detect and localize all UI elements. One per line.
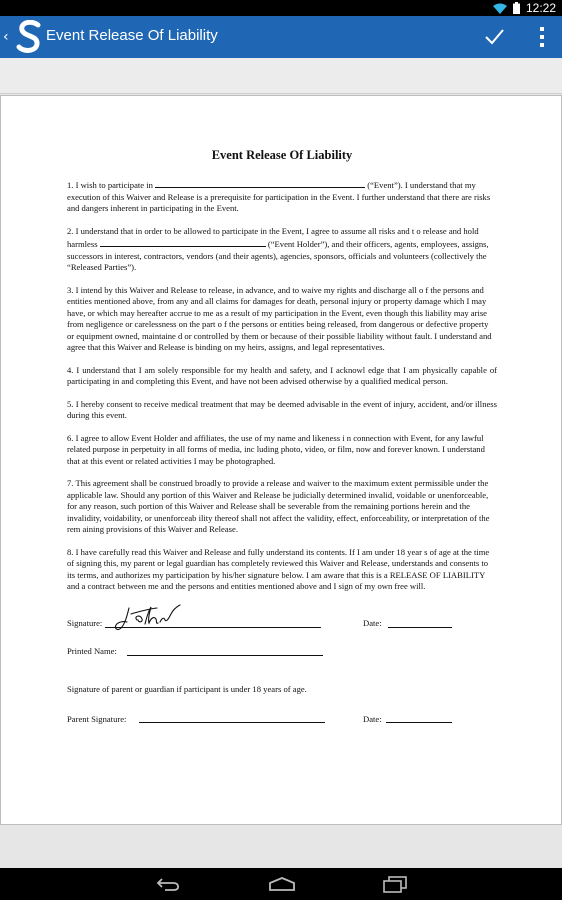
paragraph-2-start: 2. I understand that in order to be allowed to participate in the Event, I agree to assume all risks and t o release and hold harmless bbox=[67, 225, 479, 249]
battery-icon bbox=[513, 2, 520, 14]
paragraph-1-start: 1. I wish to participate in bbox=[67, 180, 156, 190]
status-bar bbox=[0, 0, 562, 16]
home-icon[interactable] bbox=[268, 876, 296, 892]
event-holder-blank[interactable] bbox=[100, 237, 266, 247]
date-field[interactable] bbox=[388, 627, 452, 628]
paragraph-7: 7. This agreement shall be construed broadly to provide a release and waiver to the maximum extent permissible under the applicable law. Should any portion of this Waiver and Release be judicially determined invalid, voidable or unenforceable, for any reason, such portion of this Waiver and Release shall be severable from the remaining portions herein and the invalidity, voidability, or unenforceab ility thereof shall not affect the validity, effect, enforceability, or interpretation of the rem aining provisions of this Waiver and Release. bbox=[67, 478, 490, 534]
paragraph-5: 5. I hereby consent to receive medical treatment that may be deemed advisable in the event of injury, accident, and/or illness during this event. bbox=[67, 398, 497, 420]
paragraph-6: 6. I agree to allow Event Holder and affiliates, the use of my name and likeness i n connection with Event, for any lawful related purpose in perpetuity in all forms of media, inc luding photo, video, or film, now and forever known. I understand that at this event or related activities I may be photographed. bbox=[67, 432, 485, 466]
paragraph-2 bbox=[67, 226, 497, 274]
printed-name-row bbox=[67, 638, 497, 658]
paragraph-8: 8. I have carefully read this Waiver and Release and fully understand its contents. If I am under 18 year s of age at the time of signing this, my parent or legal guardian has completely reviewed this Waiver and Release, understands and consents to its terms, and authorizes my participation by his/her signature below. I am aware that this is a RELEASE OF LIABILITY and a contract between me and the persons and entities mentioned above and I sign of my own free will. bbox=[67, 546, 490, 591]
recent-apps-icon[interactable] bbox=[382, 876, 408, 893]
date-label: Date: bbox=[363, 618, 382, 628]
parent-date-field[interactable] bbox=[386, 722, 452, 723]
paragraph-4: 4. I understand that I am solely responsible for my health and safety, and I acknowl edge that I am physically capable of participating in and completing this Event, and have not been advised otherwise by a qualified medical person. bbox=[67, 364, 497, 386]
paragraph-2-end: (“Event Holder”), and their officers, agents, employees, assigns, successors in interest, contractors, vendors (and their agents), agencies, sponsors, officials and volunteers (collectively the “Released Parties”). bbox=[67, 239, 489, 272]
printed-name-field[interactable] bbox=[127, 655, 323, 656]
paragraph-3: 3. I intend by this Waiver and Release to release, in advance, and to waive my rights and discharge all o f the persons and entities mentioned above, from any and all claims for damages for death, personal injury or property damage which I may have, or which may hereafter accrue to me as a result of my participation in the Event, even though this liability may arise from negligence or carelessness on the part o f the persons or entities being released, from dangerous or defective property or equipment owned, maintaine d or controlled by them or because of their possible liability without fault. I understand and agree that this Waiver and Release is binding on my heirs, assigns, and legal representatives. bbox=[67, 284, 492, 352]
document-content bbox=[67, 148, 497, 725]
paragraph-1-end: (“Event”). I understand that my execution of this Waiver and Release is a prerequisite for participation in the Event. I further understand that there are risks and dangers inherent in participating in the Event. bbox=[67, 180, 491, 213]
toolbar-strip bbox=[0, 58, 562, 94]
up-caret-icon[interactable]: ‹ bbox=[3, 29, 9, 45]
check-icon[interactable] bbox=[483, 25, 505, 47]
signature-row bbox=[67, 604, 497, 630]
printed-name-label: Printed Name: bbox=[67, 646, 117, 656]
status-icons bbox=[493, 1, 556, 15]
event-name-blank[interactable] bbox=[155, 178, 365, 188]
handwritten-signature bbox=[113, 602, 187, 632]
signature-label: Signature: bbox=[67, 618, 103, 628]
action-bar bbox=[0, 16, 562, 58]
document-title: Event Release Of Liability bbox=[211, 148, 353, 162]
guardian-note: Signature of parent or guardian if participant is under 18 years of age. bbox=[67, 683, 307, 694]
app-logo-icon[interactable] bbox=[14, 20, 46, 54]
wifi-icon bbox=[493, 3, 507, 14]
navigation-bar bbox=[0, 868, 562, 900]
back-icon[interactable] bbox=[156, 876, 182, 892]
paragraph-1 bbox=[67, 178, 497, 215]
parent-signature-label: Parent Signature: bbox=[67, 713, 127, 724]
status-time: 12:22 bbox=[525, 1, 556, 15]
overflow-menu-icon[interactable] bbox=[538, 25, 546, 49]
app-bar-title: Event Release Of Liability bbox=[46, 27, 218, 44]
document-page[interactable] bbox=[0, 95, 562, 825]
parent-signature-row bbox=[67, 705, 497, 725]
parent-signature-field[interactable] bbox=[139, 722, 325, 723]
parent-date-label: Date: bbox=[363, 713, 382, 724]
